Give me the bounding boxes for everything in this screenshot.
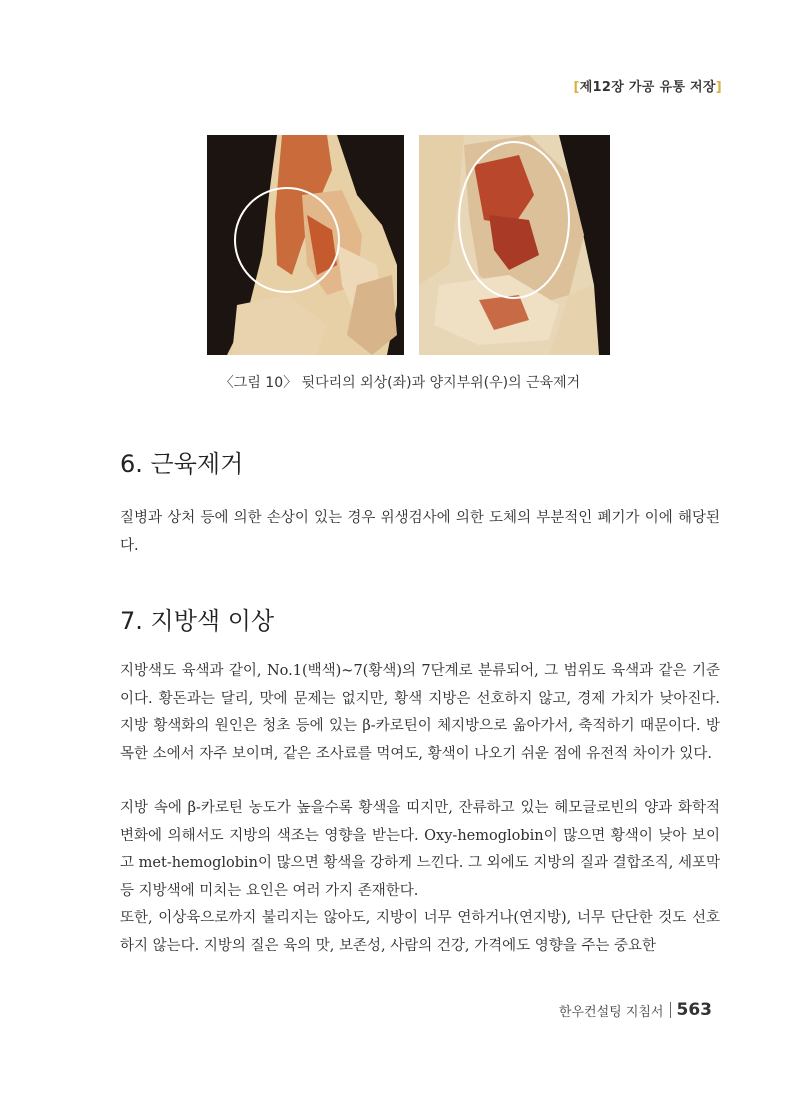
section-heading-muscle-removal: 6. 근육제거 — [120, 450, 244, 478]
book-title: 한우컨설팅 지침서 — [558, 1004, 664, 1020]
figure-photos — [207, 135, 610, 355]
section-heading-fat-color: 7. 지방색 이상 — [120, 607, 275, 635]
chapter-title: 제12장 가공 유통 저장 — [579, 80, 716, 95]
bracket-close: ] — [715, 80, 722, 95]
bracket-open: [ — [573, 80, 580, 95]
photo-hind-leg-trauma — [207, 135, 404, 355]
paragraph-muscle-removal: 질병과 상처 등에 의한 손상이 있는 경우 위생검사에 의한 도체의 부분적인 폐기가 이에 해당된다. — [120, 510, 720, 554]
footer-divider — [670, 1002, 671, 1018]
photo-brisket-muscle-removal — [419, 135, 610, 355]
page-footer — [559, 1000, 712, 1020]
paragraph-fat-color-2: 지방 속에 β-카로틴 농도가 높을수록 황색을 띠지만, 잔류하고 있는 헤모글로빈의 양과 화학적 변화에 의해서도 지방의 색조는 영향을 받는다. Oxy-hemoglobin이 많으면 황색이 낮아 보이고 met-hemoglobin이 많으면 황색을 강하게 느낀다. 그 외에도 지방의 질과 결합조직, 세포막 등 지방색에 미치는 요인은 여러 가지 존재한다. — [120, 800, 720, 899]
page-number: 563 — [676, 1000, 712, 1020]
figure-caption: 〈그림 10〉 뒷다리의 외상(좌)과 양지부위(우)의 근육제거 — [219, 375, 581, 391]
paragraph-fat-color-1: 지방색도 육색과 같이, No.1(백색)~7(황색)의 7단계로 분류되어, 그 범위도 육색과 같은 기준이다. 황돈과는 달리, 맛에 문제는 없지만, 황색 지방은 선호하지 않고, 경제 가치가 낮아진다. 지방 황색화의 원인은 청초 등에 있는 β-카로틴이 체지방으로 옮아가서, 축적하기 때문이다. 방목한 소에서 자주 보이며, 같은 조사료를 먹여도, 황색이 나오기 쉬운 점에 유전적 차이가 있다. — [120, 663, 720, 762]
paragraph-fat-color-3: 또한, 이상육으로까지 불리지는 않아도, 지방이 너무 연하거나(연지방), 너무 단단한 것도 선호하지 않는다. 지방의 질은 육의 맛, 보존성, 사람의 건강, 가격에도 영향을 주는 중요한 — [120, 910, 720, 954]
chapter-header — [573, 76, 722, 95]
